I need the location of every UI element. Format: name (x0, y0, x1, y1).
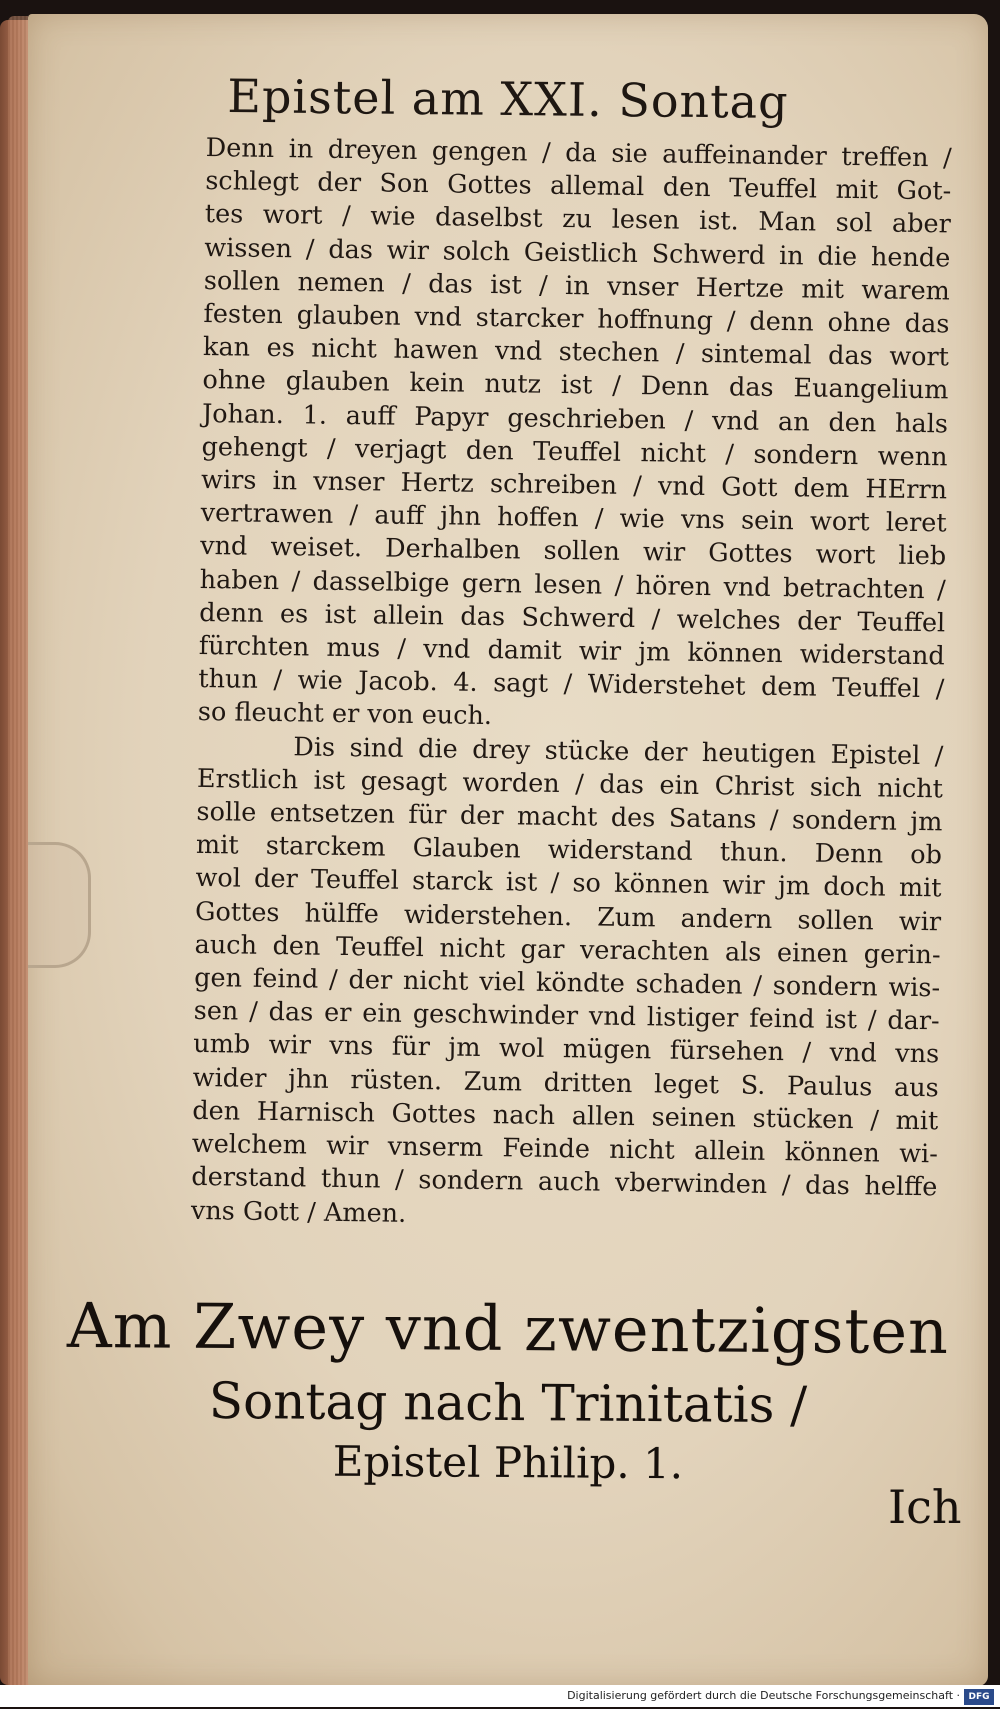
text-line: wissen / das wir solch Geistlich Schwerd in die hende (204, 232, 951, 274)
text-line: schlegt der Son Gottes allemal den Teuffel mit Got- (205, 166, 952, 207)
text-line: vnd weiset. Derhalben sollen wir Gottes wort lieb (200, 531, 947, 572)
text-line: denn es ist allein das Schwerd / welches der Teuffel (199, 597, 946, 639)
section-heading-line-2: Sontag nach Trinitatis / (208, 1371, 808, 1435)
text-line: sen / das er ein geschwinder vnd listiger feind ist / dar- (193, 996, 940, 1037)
text-line: gen feind / der nicht viel köndte schaden / sondern wis- (193, 962, 941, 1004)
text-line: auch den Teuffel nicht gar verachten als einen gerin- (194, 929, 941, 971)
text-line: haben / dasselbige gern lesen / hören vnd betrachten / (199, 564, 946, 606)
text-line: festen glauben vnd starcker hoffnung / denn ohne das (203, 298, 950, 340)
text-line: solle entsetzen für der macht des Satans / sondern jm (196, 796, 943, 838)
text-line: mit starckem Glauben widerstand thun. Denn ob (195, 830, 943, 871)
text-line: wol der Teuffel starck ist / so können wir jm doch mit (195, 863, 942, 904)
text-line: tes wort / wie daselbst zu lesen ist. Man sol aber (204, 199, 951, 240)
text-line: Johan. 1. auff Papyr geschrieben / vnd an den hals (201, 398, 949, 440)
page-stack (8, 16, 28, 1688)
dfg-logo-icon: DFG (964, 1689, 994, 1705)
book-page (28, 14, 988, 1686)
paragraph-1 (198, 132, 952, 740)
text-line: umb wir vns für jm wol mügen fürsehen / vnd vns (193, 1029, 940, 1070)
text-line: wider jhn rüsten. Zum dritten leget S. Paulus aus (192, 1062, 939, 1104)
text-line: welchem wir vnserm Feinde nicht allein können wi- (191, 1128, 939, 1170)
text-line: vns Gott / Amen. (190, 1195, 407, 1229)
catchword: Ich (888, 1480, 962, 1534)
page-clip (28, 842, 91, 968)
text-line: wirs in vnser Hertz schreiben / vnd Gott dem HErrn (200, 464, 948, 506)
text-line: gehengt / verjagt den Teuffel nicht / sondern wenn (201, 431, 948, 473)
digitization-footer (0, 1685, 1000, 1707)
body-text (191, 132, 952, 1238)
text-line: vertrawen / auff jhn hoffen / wie vns sein wort leret (200, 498, 947, 539)
section-heading-line-3: Epistel Philip. 1. (332, 1436, 684, 1489)
text-line: kan es nicht hawen vnd stechen / sintemal das wort (202, 332, 950, 373)
text-line: thun / wie Jacob. 4. sagt / Widerstehet dem Teuffel / (198, 664, 945, 705)
running-head: Epistel am XXI. Sontag (227, 69, 789, 129)
text-line: ohne glauben kein nutz ist / Denn das Euangelium (202, 365, 949, 406)
text-line: sollen nemen / das ist / in vnser Hertze mit warem (203, 265, 951, 307)
text-line: Denn in dreyen gengen / da sie auffeinander treffen / (205, 132, 952, 174)
text-line: so fleucht er von euch. (197, 697, 493, 732)
text-line: derstand thun / sondern auch vberwinden / das helffe (191, 1162, 938, 1203)
paragraph-2 (191, 730, 944, 1238)
footer-credit: Digitalisierung gefördert durch die Deutsche Forschungsgemeinschaft · (567, 1689, 960, 1702)
text-line: den Harnisch Gottes nach allen seinen stücken / mit (192, 1095, 939, 1137)
section-heading-line-1: Am Zwey vnd zwentzigsten (66, 1288, 950, 1369)
text-line: Erstlich ist gesagt worden / das ein Christ sich nicht (196, 763, 944, 805)
text-line: Gottes hülffe widerstehen. Zum andern sollen wir (194, 896, 942, 938)
text-line: fürchten mus / vnd damit wir jm können widerstand (198, 630, 945, 672)
text-line: Dis sind die drey stücke der heutigen Epistel / (293, 731, 944, 772)
